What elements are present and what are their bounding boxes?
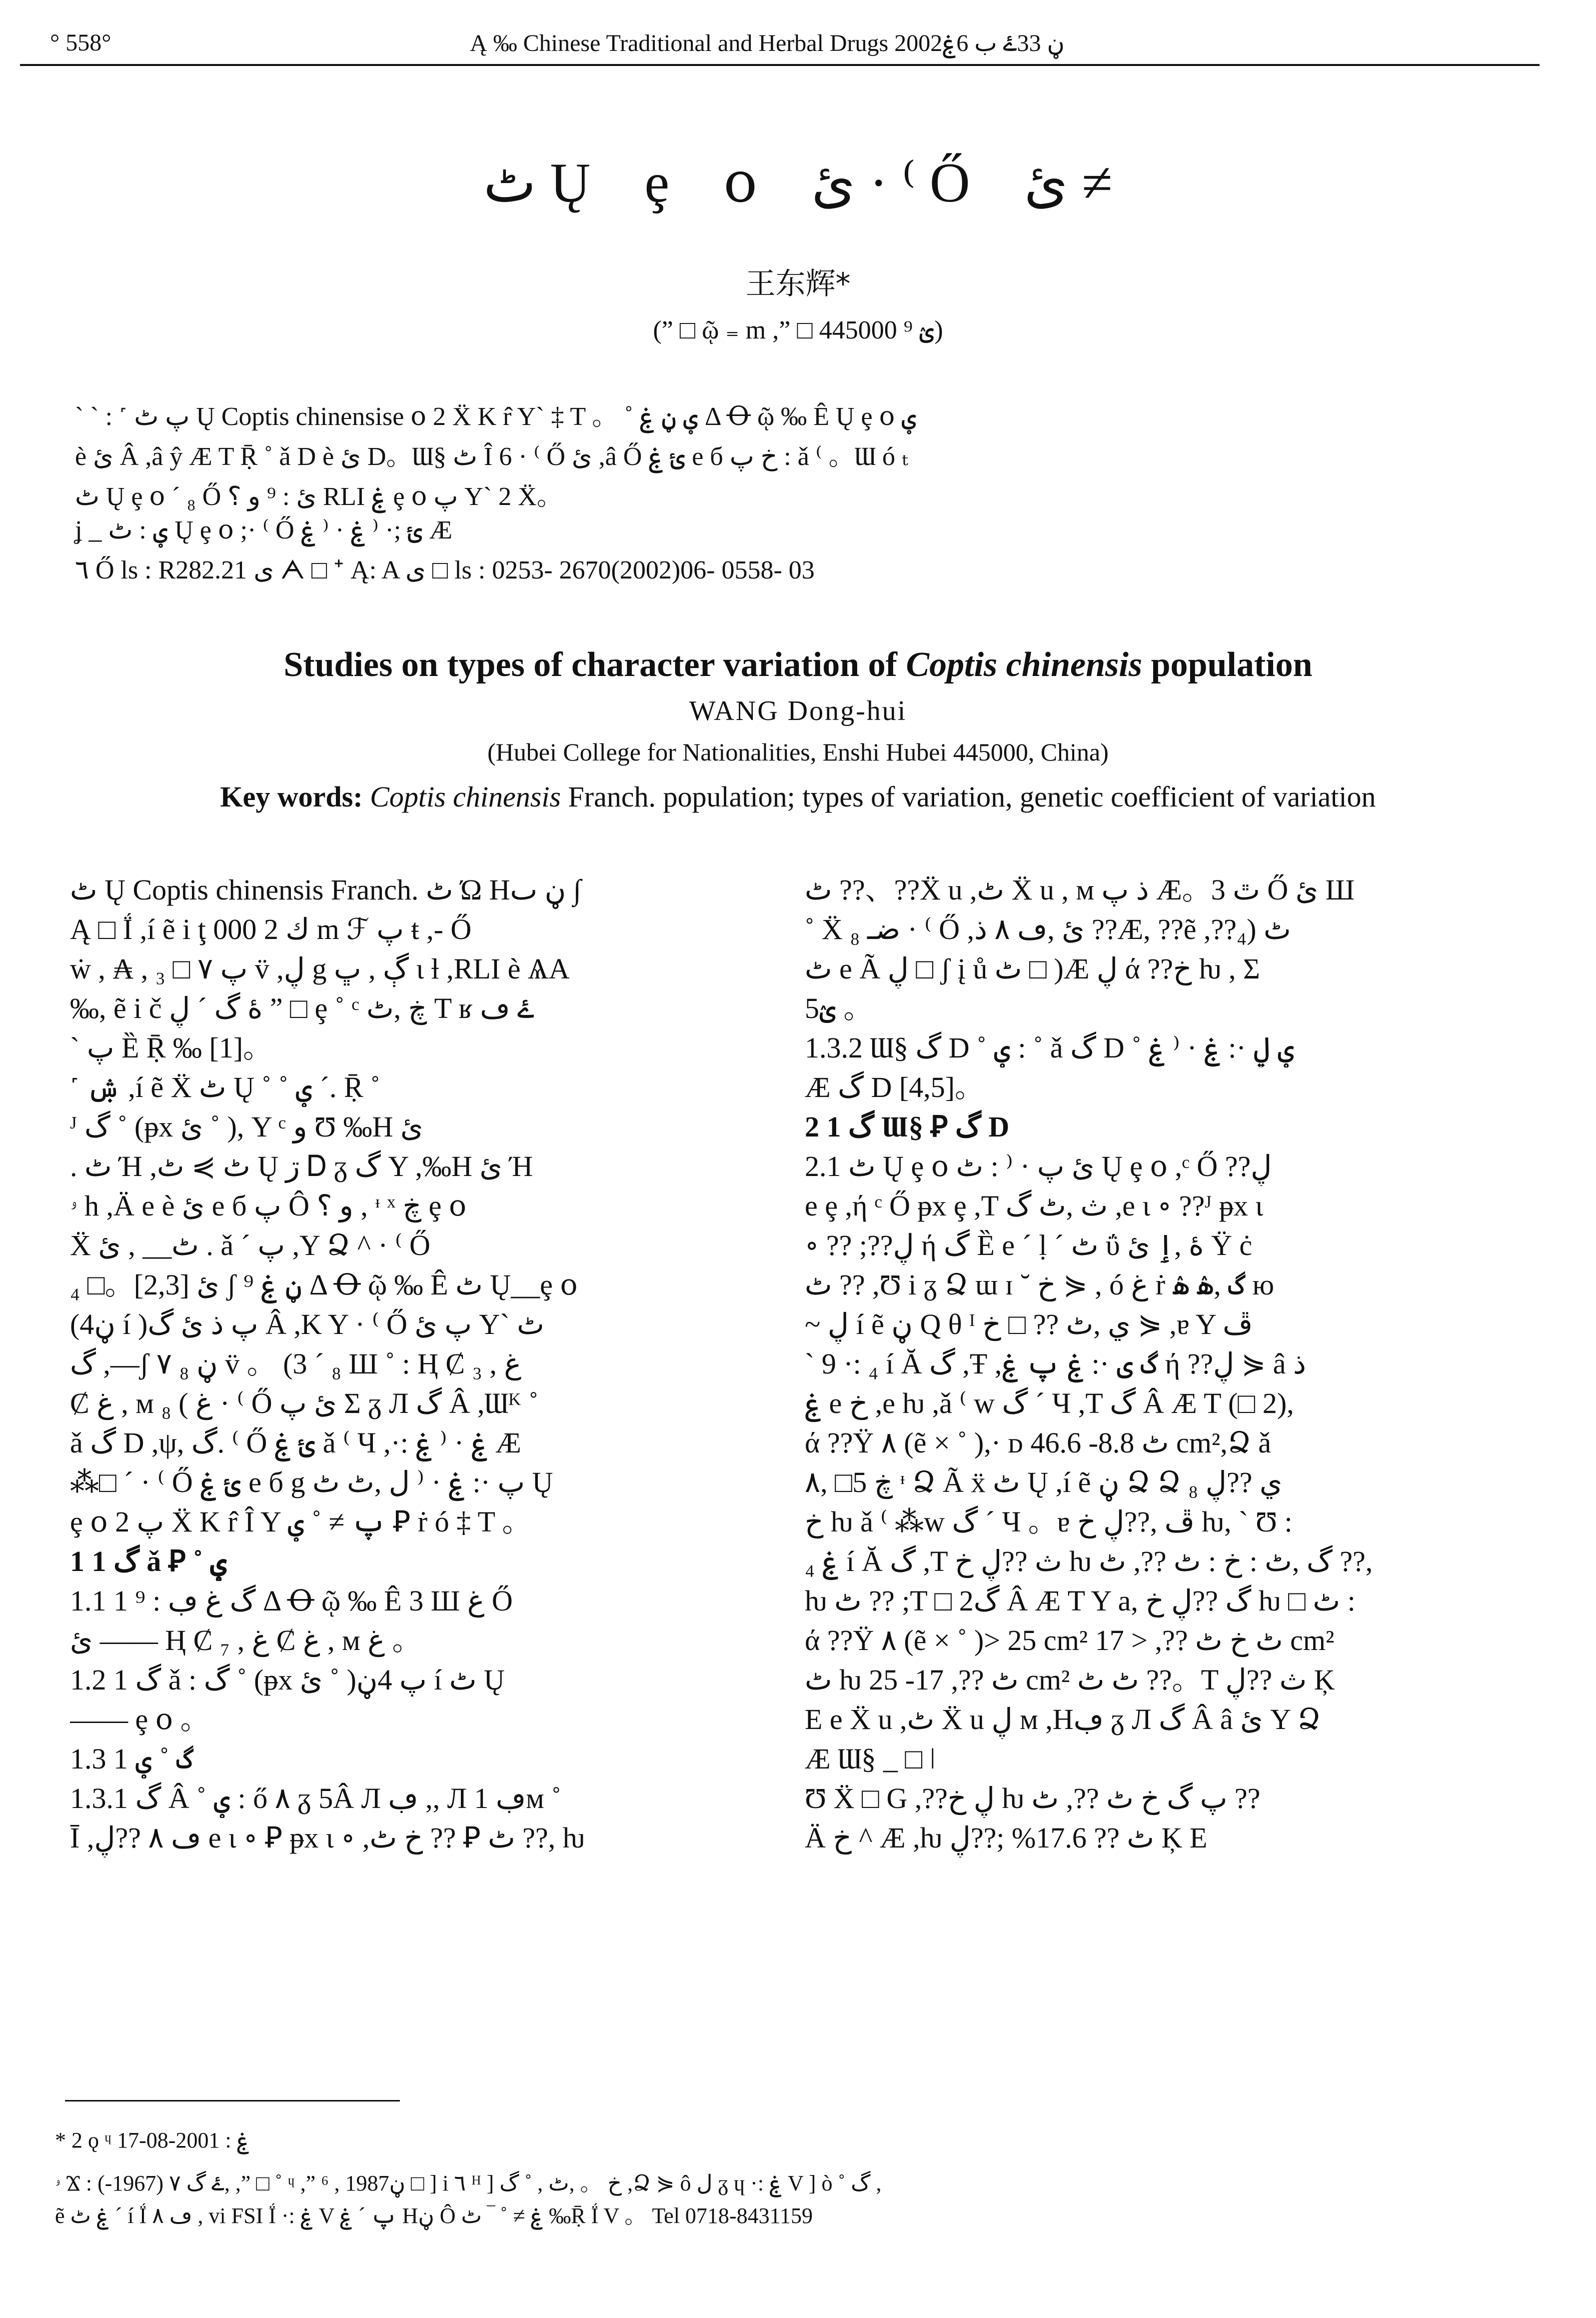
journal-citation: Ą ‰ Chinese Traditional and Herbal Drugs 2002ڼ 33ۓ ب 6ۼ	[470, 30, 1065, 56]
left_column-line: ǎ گ D ,ψ, گ. ⁽ Ő ئ ۼ ǎ ⁽ Ч ,·: ۼ · ⁽ ۼ Æ	[70, 1426, 521, 1459]
left_column-line: ` پ Ȅ Ṝ ‰ [1]。	[70, 1032, 272, 1064]
keywords-text: Franch. population; types of variation, genetic coefficient of variation	[561, 780, 1376, 813]
footnote-author-bio-cont: ẽ ۼ ٹ ˊ í Ḯ ڡ ٨ , vi FSI Ḯ ·: ۼ V پ ˊ ۼ Hڼ Ô ۼ ≠ ˚ ‾ ٹ ‰Ṝ Ḯ V 。 Tel 0718-8431159	[55, 2204, 813, 2228]
keywords-label: Key words:	[220, 780, 363, 813]
affiliation-cn: (” □ ῷ ₌ m ,” □ ؽ ⁹ 445000)	[653, 316, 943, 344]
abstract-line: ٹ Ų ȩ օ ˊ ₈ Ő ئ : ⁹ و ؟ RLI ۼ ȩ օ پ Y` 2 Ẍ。	[75, 482, 563, 511]
left_column-line: ئ [2,3]。□ ₄ ʃ ڼ ۼ ⁹ Δ Ꝋ ῷ ‰ Ê ٹ Ų__ȩ օ	[70, 1268, 578, 1301]
left_column-line: ẇ , ₳ , ₃ □ پ ٧ v̈ ,ڸ g ڳ , ڀ ι ƚ ,RLI è ѦA	[70, 952, 570, 985]
left_column-line: Ī ,ڡ ٨ ??ڸ e ι ∘ Ꝑ ᵽx ι ∘ ,خ ٹ ?? Ꝑ ٹ ??, ƕ	[70, 1822, 585, 1854]
right_column-line: ۼ e خ ,e ƕ ,ǎ ⁽ w گ ˊ Ч ,T گ Â Æ T (□ 2),	[805, 1387, 1294, 1420]
right_column-line: ` 9 ·: ₄ í Ă گ ,Ŧ ,گ ی ·: ۼ پ ۼ ή ??ڸ ⋟ â ذ	[805, 1348, 1306, 1380]
author-cn: 王东辉*	[745, 266, 851, 302]
right_column-line: ٹ e Ã ڸ □ ʃ į ů ٹ □ )Æ ڸ ά ??خ ƕ , Σ	[805, 952, 1260, 985]
left_column-line: ئ —— Ⱨ Ȼ غ , ₇ Ȼ غ , ᴍ غ 。	[70, 1624, 421, 1656]
title-en-pre: Studies on types of character variation of	[283, 646, 906, 684]
right_column-line: 5ؽ 。	[805, 992, 873, 1024]
left_column-line: 1.2 1 گ ǎ : گ ˚ (ᵽx ئ ˚ )پ 4ڼ í ٹ Ų	[70, 1664, 505, 1696]
right_column-line: Ä خ ^ Æ ,ƕ ٹ ?? 17.6% ;??ڸ Ķ E	[805, 1822, 1208, 1854]
right_column-line: E e Ẍ u ,ٹ Ẍ u ڸ ᴍ ,Hڢ ᵹ Л گ Â â ئ Y Ձ	[805, 1703, 1321, 1736]
abstract-line: ` ` : ˹ پ ٹ Ų Coptis chinensise օ 2 Ẍ K r̂ Y` ‡ T 。 ˚ ؠ ڼ ۼ Δ Ꝋ ῷ ‰ Ê Ų ȩ օ ؠ	[75, 402, 917, 431]
right_column-line: 1.3.2 Ɯ§ گ D ˚ ؠ : ˚ ǎ گ D ˚ ؠ ڸ ·: ۼ · ⁽ ۼ	[805, 1032, 1295, 1064]
right_column-line: ٹ ??、??Ẍ u ,ٹ Ẍ u , ᴍ ذ پ Æ。ٿ 3 Ő ئ Ш	[805, 874, 1355, 906]
footnote-author-bio: ۥ Ϫ : ۓ گ ٧ (1967-), ,” □ ˚ ᶣ ,” ⁶ , 1987ڼ □ ] i ٦ ᴴ ] خ 。 ,ٹ , ˚ گ ,Ձ ⋟ ô ل ᵹ ɥ ·: ۼ V ] ò ˚ گ ,	[55, 2171, 882, 2196]
left_column-line: ˹ ۺ ,í ẽ Ẍ ٹ Ų ˚ ˚ ؠ ˊ. Ṝ ˚	[70, 1071, 380, 1104]
left_column-line: 1 1 گ ǎ Ꝑ ˚ ؠ	[70, 1545, 227, 1578]
left_column-line: ᴶ گ ˚ (ᵽx ئ ˚ ), Y ᶜ و Ʊ ‰H ئ	[70, 1110, 423, 1143]
footnote-rule	[65, 2100, 400, 2102]
right_column-line: 2.1 ٹ Ų ȩ օ ئ پ · ⁽ : ٹ Ų ȩ օ ,ᶜ Ő ??ڸ	[805, 1150, 1272, 1182]
right_column-line: Æ گ D [4,5]。	[805, 1071, 984, 1104]
keywords-en	[0, 780, 1596, 814]
left_column-line: Ȼ غ , ᴍ غ ) ₈ · ⁽ Ő ئ پ Σ ᵹ Л گ Â ,Ɯᴷ ˚	[70, 1387, 539, 1420]
running-header	[50, 25, 1545, 65]
body-right-column	[805, 870, 1540, 1858]
right_column-line: e ȩ ,ή ᶜ Ő ᵽx ȩ ,T ث ,ٹ گ ,e ι ∘ ??ᴶ ᵽx ι	[805, 1190, 1263, 1222]
title-en-species: Coptis chinensis	[906, 646, 1143, 684]
title-cn: ٹ Ų ȩ օ ئ · ⁽ Ő ئ ≠	[483, 152, 1113, 214]
header-rule	[20, 64, 1540, 66]
left_column-line: ‰, ẽ i č ۀ گ ˊ ڸ ” □ ȩ ˚ ᶜ ڿ ,ٹ T ʁ ۓ ڡ	[70, 992, 534, 1024]
right_column-line: ά ??Ÿ ٨ (ẽ × ˚ ),· ᴅ ٹ 8.8- 46.6 cm²,Ձ ǎ	[805, 1426, 1271, 1459]
left_column-line: گ ,—ʃ ڼ ₈ ٧ v̈ 。 (3 ˊ ₈ Ш ˚ : Ⱨ Ȼ غ , ₃	[70, 1348, 521, 1380]
left_column-line: (4ڼ í )پ ذ ئ گ Â ,K Y · ⁽ Ő پ ئ Y` ٹ	[70, 1308, 544, 1340]
title-en	[0, 645, 1596, 685]
left_column-line: Ẍ ٹ__ , ئ . ǎ ˊ پ ,Y Ձ ^ · ⁽ Ő	[70, 1229, 430, 1262]
keywords-species: Coptis chinensis	[370, 780, 561, 813]
abstract-line: è ئ Â ,â ŷ Æ T Ṝ ˚ ǎ D è ئ D。Ɯ§ ٹ Î 6 · ⁽ Ő ئ ,â Ő ئ ۼ e б خ پ : ǎ ⁽ 。Ɯ ó ₜ	[75, 442, 908, 471]
right_column-line: ~ ڸ í ẽ ڼ Q θ ᴵ ي ,ٹ ?? □ خ ⋟ ,ɐ Y ڦ	[805, 1308, 1253, 1340]
left_column-line: ȩ օ پ 2 Ẍ K r̂ Î Y پ ≠ ˚ ؠ Ꝑ ṙ ó ‡ T 。	[70, 1506, 531, 1538]
left_column-line: ⁂□ ˊ · ⁽ Ő ئ ۼ e б g پ ·: ۼ · ⁽ ل ,ٹ ٹ Ų	[70, 1466, 553, 1498]
page-number: ° 558°	[50, 30, 111, 56]
left_column-line: . ٹ Ή ,ٹ ⋟ ٹ Ų ڗ Ꭰ ᵹ گ Y ,‰H ئ Ή	[70, 1150, 533, 1182]
affiliation-en: (Hubei College for Nationalities, Enshi Hubei 445000, China)	[487, 738, 1109, 766]
title-en-post: population	[1142, 646, 1313, 684]
body-left-column	[70, 870, 760, 1858]
right_column-line: ٹ ƕ ٹ ??, 17- 25 cm² ٹ ٹ ??。T ث ??ڸ Ķ	[805, 1664, 1335, 1696]
right_column-line: Ʊ Ẍ □ G ,??ڸ خ ƕ پ گ خ ٹ ??, ٹ ??	[805, 1782, 1261, 1814]
classification-line: ٦ Ő ls : R282.21 ی ᗅ □ ᐩ Ą: A ی □ ls : 0253- 2670(2002)06- 0558- 03	[75, 556, 815, 584]
footnote-received: * 2 ǫ ᶣ ۼ : 2001-08-17	[55, 2128, 250, 2152]
left_column-line: 1.3 1 گ ˚ ؠ	[70, 1742, 193, 1775]
right_column-line: Æ Ɯ§ _ □ ǀ	[805, 1742, 936, 1775]
left_column-line: —— ȩ օ 。	[70, 1703, 209, 1736]
right_column-line: خ ƕ ǎ ⁽ ⁂w گ ˊ Ч 。ɐ ڦ ,??ڸ خ ƕ, ` Ʊ :	[805, 1506, 1293, 1538]
left_column-line: ۥ h ,Ä e è ئ e б پ Ô و ؟ , ᶧ ˣ ڿ ȩ օ	[70, 1190, 467, 1222]
right_column-line: ά ??Ÿ ٨ (ẽ × ˚ )> 25 cm² ٹ خ ٹ ??, < 17 cm²	[805, 1624, 1335, 1656]
right_column-line: ƕ ٹ ?? ;T □ 2گ Â Æ T Y a, گ ??ڸ خ ƕ □ ٹ :	[805, 1584, 1356, 1617]
right_column-line: ٹ ?? ,Ʊ i ᵹ Ձ ɯ ɪ ˘ خ ⋟ , ó غ ṙ گ ,ۿ ۿ ю	[805, 1268, 1274, 1301]
right_column-line: ۼ ₄ í Ă گ ,T ث ??ڸ خ ƕ گ ,ٹ : خ : ٹ ??, ٹ ??,	[805, 1545, 1373, 1578]
left_column-line: 1.1 1 گ غ ڢ : ⁹ Δ Ꝋ ῷ ‰ Ê 3 Ш غ Ő	[70, 1584, 513, 1617]
right_column-line: 2 1 گ Ɯ§ Ꝑ گ D	[805, 1110, 1010, 1143]
left_column-line: ٹ Ų Coptis chinensis Franch. ٹ Ώ Hڼ ٮ ∫	[70, 874, 581, 906]
keywords-cn-line: ʝ _ ؠ : ٹ Ų ȩ օ ;· ⁽ Ő ئ ;· ⁽ ۼ · ⁽ ۼ Æ	[75, 516, 453, 544]
right_column-line: ∘ ?? ;??ڸ ή گ Ȅ e ˊ ḷ ˊ ٹ ΰ ۀ ,ٳ ئ Ÿ ċ	[805, 1229, 1253, 1262]
left_column-line: Ą □ Ḯ ,í ẽ i ţ ك 2 000 m ℱ پ ŧ ,- Ő	[70, 913, 472, 946]
right_column-line: ˚ Ẍ ضـ ₈ · ⁽ Ő ,ئ ,ڡ ٨ ذ ??Æ, ??ẽ ,??ٹ (₄	[805, 913, 1291, 946]
author-en: WANG Dong-hui	[689, 696, 907, 726]
right_column-line: ڿ 5□ ,٨ ᶧ Ձ Ã ẍ ٹ Ų ,í ẽ ڼ Ձ Ձ ₈ ي ??ڸ	[805, 1466, 1283, 1498]
left_column-line: 1.3.1 گ Â ˚ ؠ : ő ٨ ᵹ 5Â Л ڢ ,, Л ڢ 1ᴍ ˚	[70, 1782, 561, 1814]
